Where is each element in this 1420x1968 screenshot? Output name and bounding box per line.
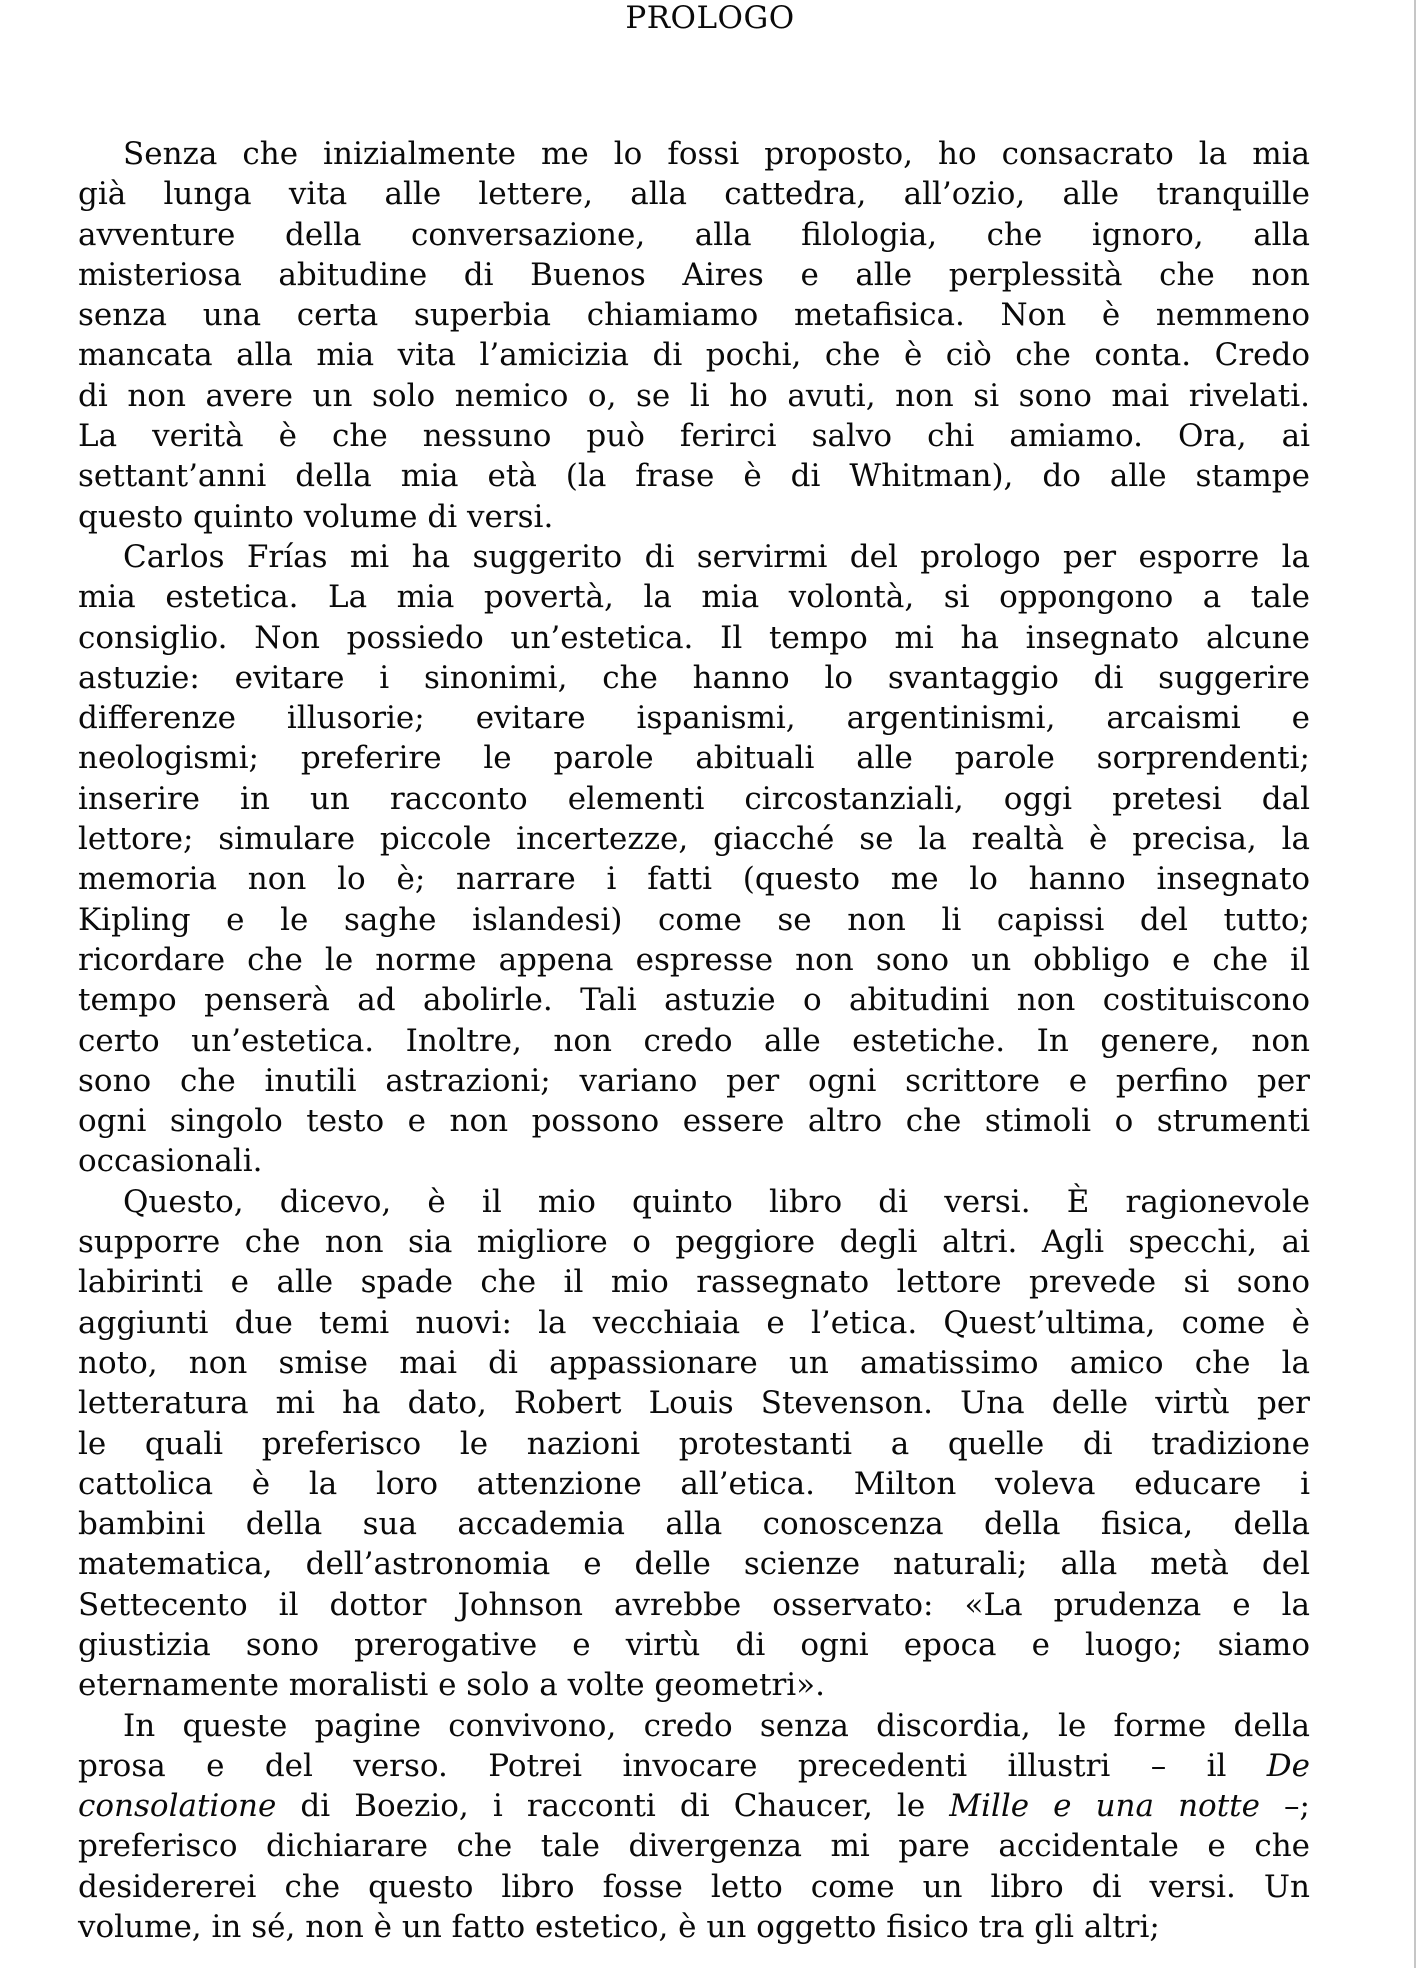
prologue-text [78,134,1310,1947]
text-line: cattolica è la loro attenzione all’etica. Milton voleva educare i [78,1465,1310,1502]
text-line: eternamente moralisti e solo a volte geometri». [78,1667,825,1704]
text-line: inserire in un racconto elementi circostanziali, oggi pretesi dal [78,780,1310,817]
text-line: noto, non smise mai di appassionare un amatissimo amico che la [78,1344,1310,1381]
text-line: memoria non lo è; narrare i fatti (questo me lo hanno insegnato [78,861,1310,898]
text-line: già lunga vita alle lettere, alla cattedra, all’ozio, alle tranquille [78,176,1310,213]
text-line: sono che inutili astrazioni; variano per ogni scrittore e perfino per [78,1062,1310,1099]
right-edge-divider [1414,0,1416,1968]
chapter-title: PROLOGO [625,0,795,36]
text-line: mia estetica. La mia povertà, la mia volontà, si oppongono a tale [78,579,1310,616]
text-line: labirinti e alle spade che il mio rassegnato lettore prevede si sono [78,1264,1310,1301]
text-line: ricordare che le norme appena espresse non sono un obbligo e che il [78,941,1310,978]
text-line: occasionali. [78,1143,263,1180]
text-line: giustizia sono prerogative e virtù di ogni epoca e luogo; siamo [78,1626,1310,1663]
text-line: supporre che non sia migliore o peggiore degli altri. Agli specchi, ai [78,1224,1310,1261]
text-line: In queste pagine convivono, credo senza discordia, le forme della [123,1707,1310,1744]
text-line: preferisco dichiarare che tale divergenza mi pare accidentale e che [78,1828,1310,1865]
text-line: bambini della sua accademia alla conoscenza della fisica, della [78,1506,1310,1543]
text-line: letteratura mi ha dato, Robert Louis Stevenson. Una delle virtù per [78,1385,1310,1422]
text-line: tempo penserà ad abolirle. Tali astuzie o abitudini non costituiscono [78,982,1310,1019]
text-line: di non avere un solo nemico o, se li ho avuti, non si sono mai rivelati. [78,377,1310,414]
text-line: settant’anni della mia età (la frase è di Whitman), do alle stampe [78,458,1310,495]
text-line: aggiunti due temi nuovi: la vecchiaia e l’etica. Quest’ultima, come è [78,1304,1310,1341]
text-line: misteriosa abitudine di Buenos Aires e alle perplessità che non [78,256,1310,293]
text-line: ogni singolo testo e non possono essere altro che stimoli o strumenti [78,1103,1310,1140]
text-line: Settecento il dottor Johnson avrebbe osservato: «La prudenza e la [78,1586,1310,1623]
text-segment: di Boezio, i racconti di Chaucer, le [276,1788,950,1825]
italic-text-segment: Mille e una notte [949,1788,1260,1825]
text-line: le quali preferisco le nazioni protestanti a quelle di tradizione [78,1425,1310,1462]
text-line: consiglio. Non possiedo un’estetica. Il tempo mi ha insegnato alcune [78,619,1310,656]
text-line: neologismi; preferire le parole abituali alle parole sorprendenti; [78,740,1310,777]
text-line: certo un’estetica. Inoltre, non credo alle estetiche. In genere, non [78,1022,1310,1059]
text-line: senza una certa superbia chiamiamo metafisica. Non è nemmeno [78,297,1310,334]
text-line: lettore; simulare piccole incertezze, giacché se la realtà è precisa, la [78,821,1310,858]
text-line: Kipling e le saghe islandesi) come se non li capissi del tutto; [78,901,1310,938]
text-line: mancata alla mia vita l’amicizia di pochi, che è ciò che conta. Credo [78,337,1310,374]
text-line: Questo, dicevo, è il mio quinto libro di versi. È ragionevole [123,1183,1310,1220]
text-line: Senza che inizialmente me lo fossi proposto, ho consacrato la mia [123,136,1310,172]
text-line: volume, in sé, non è un fatto estetico, è un oggetto fisico tra gli altri; [78,1909,1160,1946]
text-line: questo quinto volume di versi. [78,498,554,535]
italic-text-segment: consolatione [78,1788,277,1825]
text-line: matematica, dell’astronomia e delle scienze naturali; alla metà del [78,1546,1310,1583]
text-line: astuzie: evitare i sinonimi, che hanno lo svantaggio di suggerire [78,659,1310,696]
text-line [78,1786,1310,1826]
text-segment: –; [1259,1788,1310,1825]
text-line [78,1746,1310,1786]
italic-text-segment: De [1266,1747,1310,1784]
text-line: Carlos Frías mi ha suggerito di servirmi del prologo per esporre la [123,538,1310,575]
text-line: desidererei che questo libro fosse letto come un libro di versi. Un [78,1868,1310,1905]
text-line: avventure della conversazione, alla filologia, che ignoro, alla [78,216,1310,253]
text-line: differenze illusorie; evitare ispanismi, argentinismi, arcaismi e [78,700,1310,737]
text-line: La verità è che nessuno può ferirci salvo chi amiamo. Ora, ai [78,418,1310,455]
text-segment: prosa e del verso. Potrei invocare precedenti illustri – il [78,1747,1267,1784]
